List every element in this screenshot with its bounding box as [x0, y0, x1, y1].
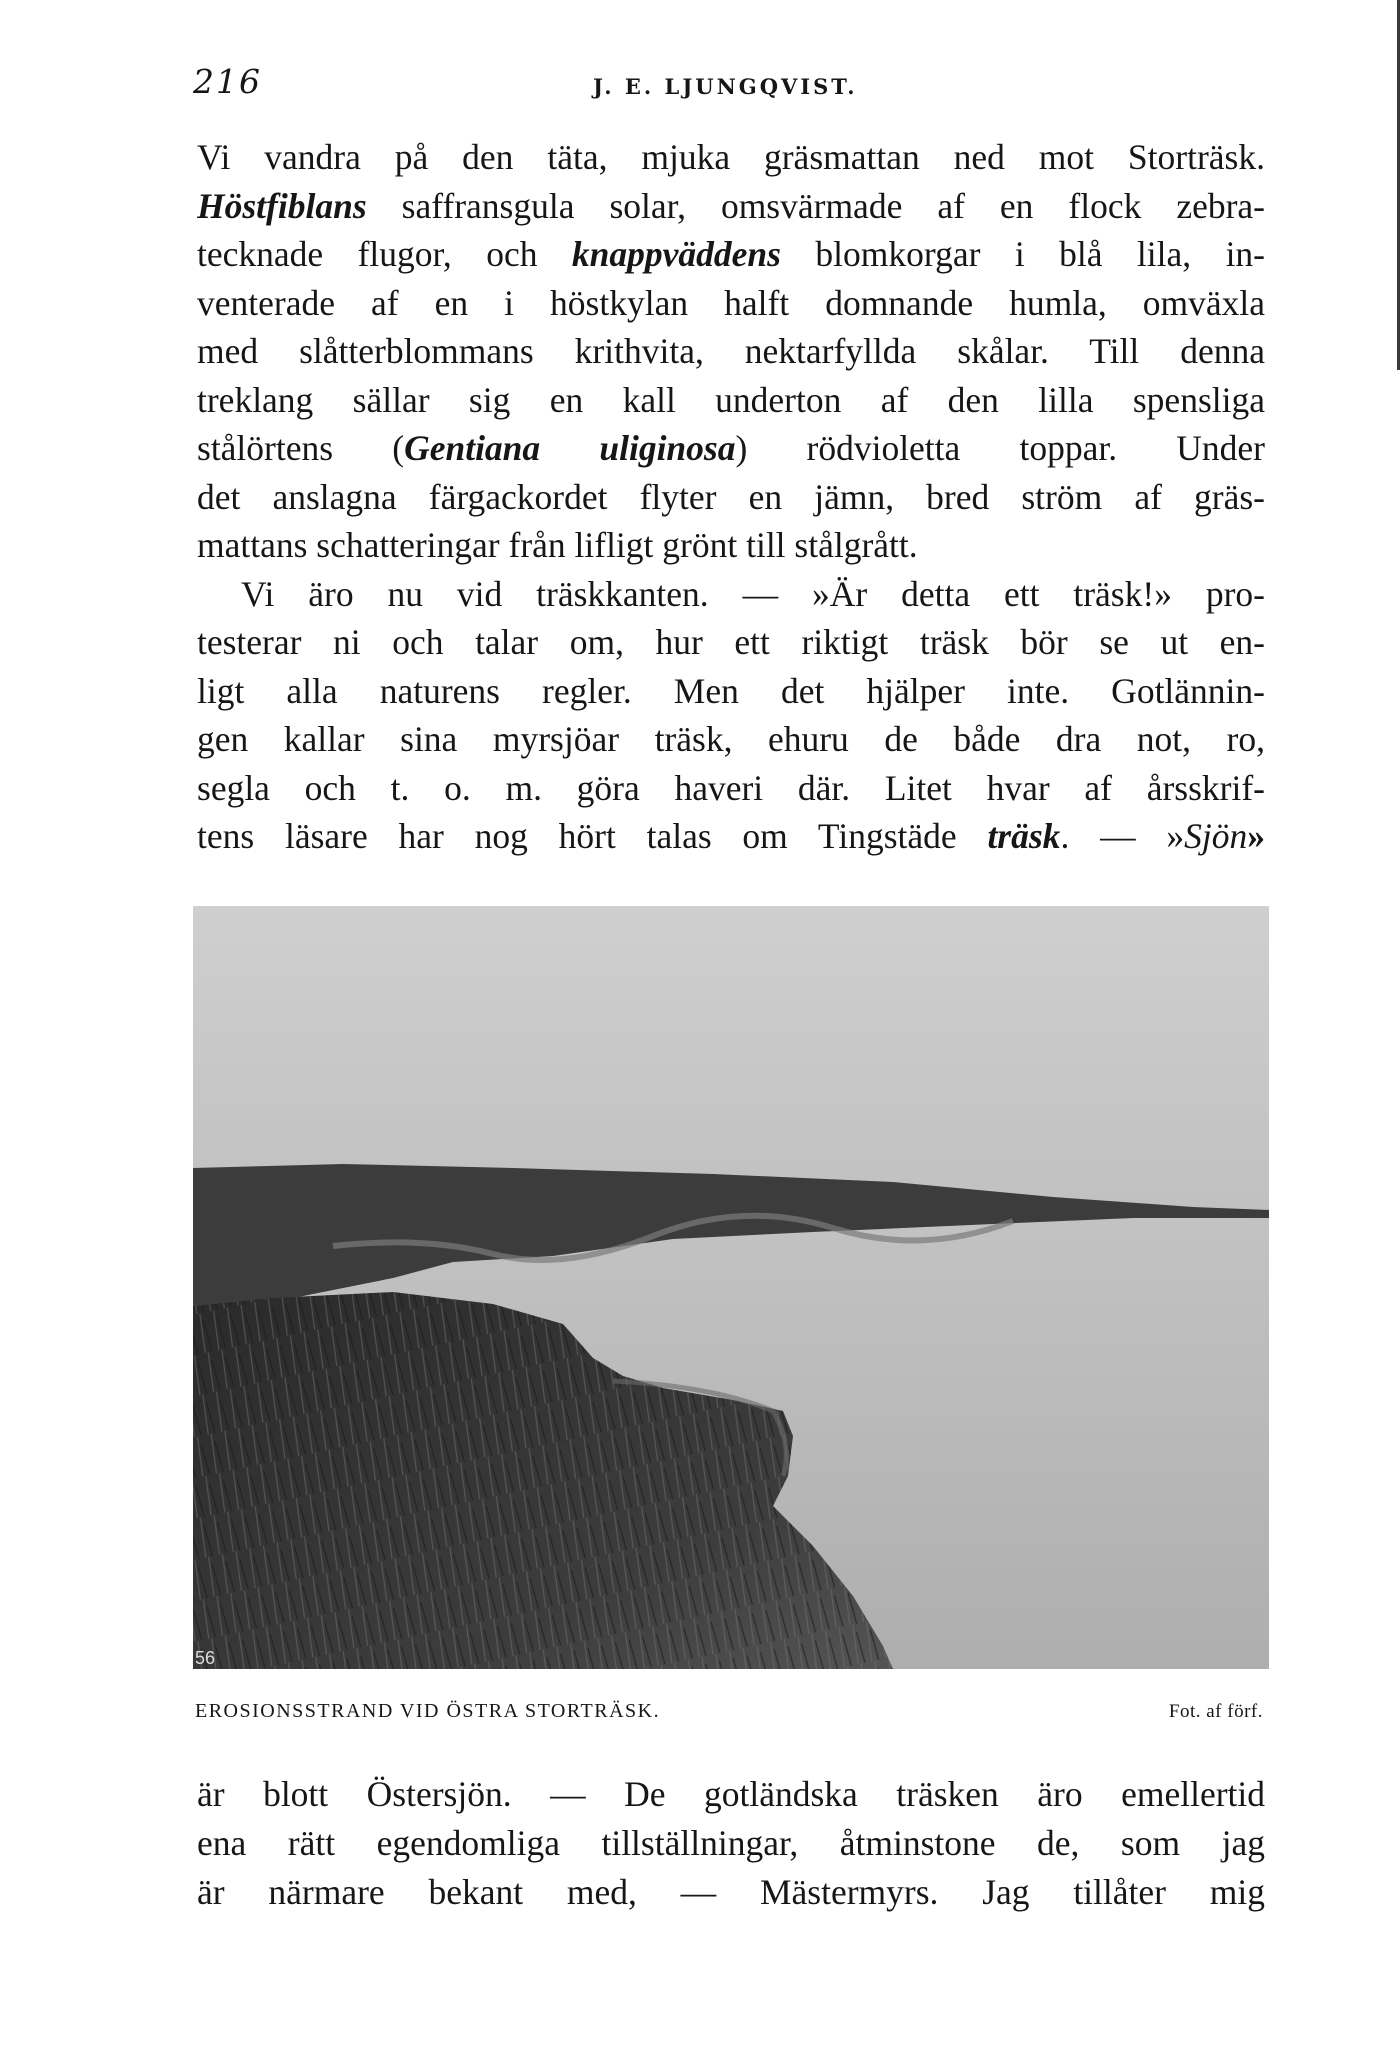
emphasis-hostfiblans: Höstfiblans [197, 185, 367, 226]
text-run: är blott Östersjön. — De gotländska träsken äro emellertid [197, 1774, 1265, 1814]
text-line [197, 473, 1265, 522]
emphasis-knappvaddens: knappväddens [571, 234, 781, 274]
text-run: Vi äro nu vid träskkanten. — »Är detta ett träsk!» pro- [241, 573, 1265, 614]
text-run: » [1247, 816, 1265, 856]
plate-mark: 56 [195, 1648, 216, 1668]
text-line [197, 812, 1265, 861]
text-run: är närmare bekant med, — Mästermyrs. Jag tillåter mig [197, 1872, 1265, 1912]
text-run: mattans schatteringar från lifligt grönt till stålgrått. [197, 525, 918, 565]
text-line [197, 279, 1265, 328]
text-line [197, 715, 1265, 764]
figure-caption [193, 1700, 1269, 1728]
text-line [197, 182, 1265, 231]
text-run: venterade af en i höstkylan halft domnande humla, omväxla [197, 282, 1265, 323]
text-line [197, 424, 1265, 473]
text-run: segla och t. o. m. göra haveri där. Litet hvar af årsskrif- [197, 767, 1265, 808]
text-line [197, 230, 1265, 279]
page-number: 216 [193, 62, 262, 101]
text-run: saffransgula solar, omsvärmade af en flock zebra- [366, 185, 1265, 226]
text-run: Vi vandra på den täta, mjuka gräsmattan ned mot Storträsk. [197, 137, 1265, 177]
text-line [197, 570, 1265, 619]
text-line [197, 667, 1265, 716]
text-line [197, 764, 1265, 813]
text-run: ena rätt egendomliga tillställningar, åtminstone de, som jag [197, 1823, 1265, 1863]
emphasis-trask: träsk [987, 816, 1061, 856]
text-run: ligt alla naturens regler. Men det hjälper inte. Gotlännin- [197, 670, 1265, 711]
text-run: tens läsare har nog hört talas om Tingstäde [197, 816, 988, 856]
running-head: J. E. LJUNGQVIST. [593, 74, 858, 99]
text-line [197, 1770, 1265, 1819]
caption-title: EROSIONSSTRAND VID ÖSTRA STORTRÄSK. [195, 1700, 661, 1722]
text-line [197, 1819, 1265, 1868]
text-run: blomkorgar i blå lila, in- [780, 234, 1265, 274]
photo-credit: Fot. af förf. [1168, 1701, 1263, 1722]
text-line [197, 618, 1265, 667]
text-line [197, 521, 1265, 570]
emphasis-gentiana: Gentiana uliginosa [404, 428, 736, 468]
text-run: gen kallar sina myrsjöar träsk, ehuru de både dra not, ro, [197, 719, 1265, 759]
body-text-bottom [197, 1770, 1265, 1917]
text-line [197, 327, 1265, 376]
text-run: treklang sällar sig en kall underton af den lilla spensliga [197, 379, 1265, 420]
photograph-erosion-shore [193, 906, 1269, 1669]
text-run: testerar ni och talar om, hur ett riktigt träsk bör se ut en- [197, 622, 1265, 662]
text-run: det anslagna färgackordet flyter en jämn, bred ström af gräs- [197, 476, 1265, 517]
text-line [197, 376, 1265, 425]
body-text-top [197, 133, 1265, 861]
page-header [193, 62, 1265, 102]
text-line [197, 133, 1265, 182]
text-line [197, 1868, 1265, 1917]
text-run: stålörtens ( [197, 428, 405, 468]
text-run: ) rödvioletta toppar. Under [735, 428, 1265, 468]
text-run: . — » [1060, 816, 1185, 856]
text-run: med slåtterblommans krithvita, nektarfyllda skålar. Till denna [197, 331, 1265, 371]
emphasis-sjon: Sjön [1184, 816, 1248, 856]
text-run: tecknade flugor, och [197, 234, 572, 274]
